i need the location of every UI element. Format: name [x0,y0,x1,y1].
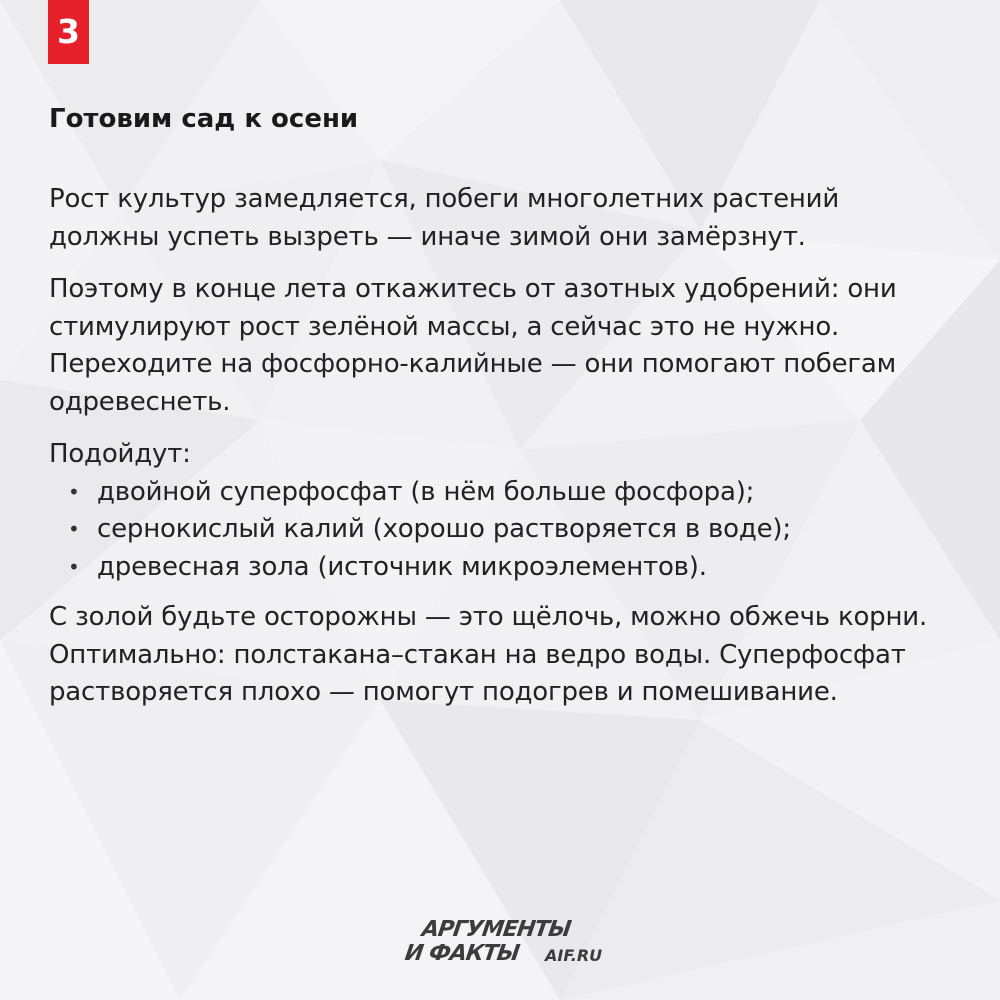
paragraph-fertilizer: Поэтому в конце лета откажитесь от азотных удобрений: они стимулируют рост зелёной массы, а сейчас это не нужно. Переходите на фосфорно-калийные — они помогают побегам одревеснеть. [49,274,897,417]
paragraph-suitable: Подойдут: [49,439,191,469]
paragraph-intro: Рост культур замедляется, побеги многолетних растений должны успеть вызреть — иначе зимой они замёрзнут. [49,184,840,252]
bullet-icon: • [68,554,80,579]
bullet-icon: • [68,517,80,541]
logo-line-1: АРГУМЕНТЫ [420,917,573,942]
list-item-text: древесная зола (источник микроэлементов). [97,551,707,582]
list-item-text: сернокислый калий (хорошо растворяется в воде); [97,514,791,544]
aif-logo [405,917,625,973]
logo-site: AIF.RU [545,946,603,965]
slide-number: 3 [57,12,80,51]
paragraph-ash-warning: С золой будьте осторожны — это щёлочь, можно обжечь корни. Оптимально: полстакана–стакан на ведро воды. Суперфосфат растворяется плохо — помогут подогрев и помешивание. [49,602,928,707]
page-title: Готовим сад к осени [49,104,359,134]
list-item [49,549,949,587]
slide-number-badge [48,0,89,64]
list-item-text: двойной суперфосфат (в нём больше фосфора); [97,476,755,507]
logo-line-2: И ФАКТЫ [403,941,521,966]
list-item [49,511,949,549]
article-body [49,181,949,727]
list-item [49,474,949,512]
fertilizer-list [49,474,949,587]
bullet-icon: • [68,479,80,504]
